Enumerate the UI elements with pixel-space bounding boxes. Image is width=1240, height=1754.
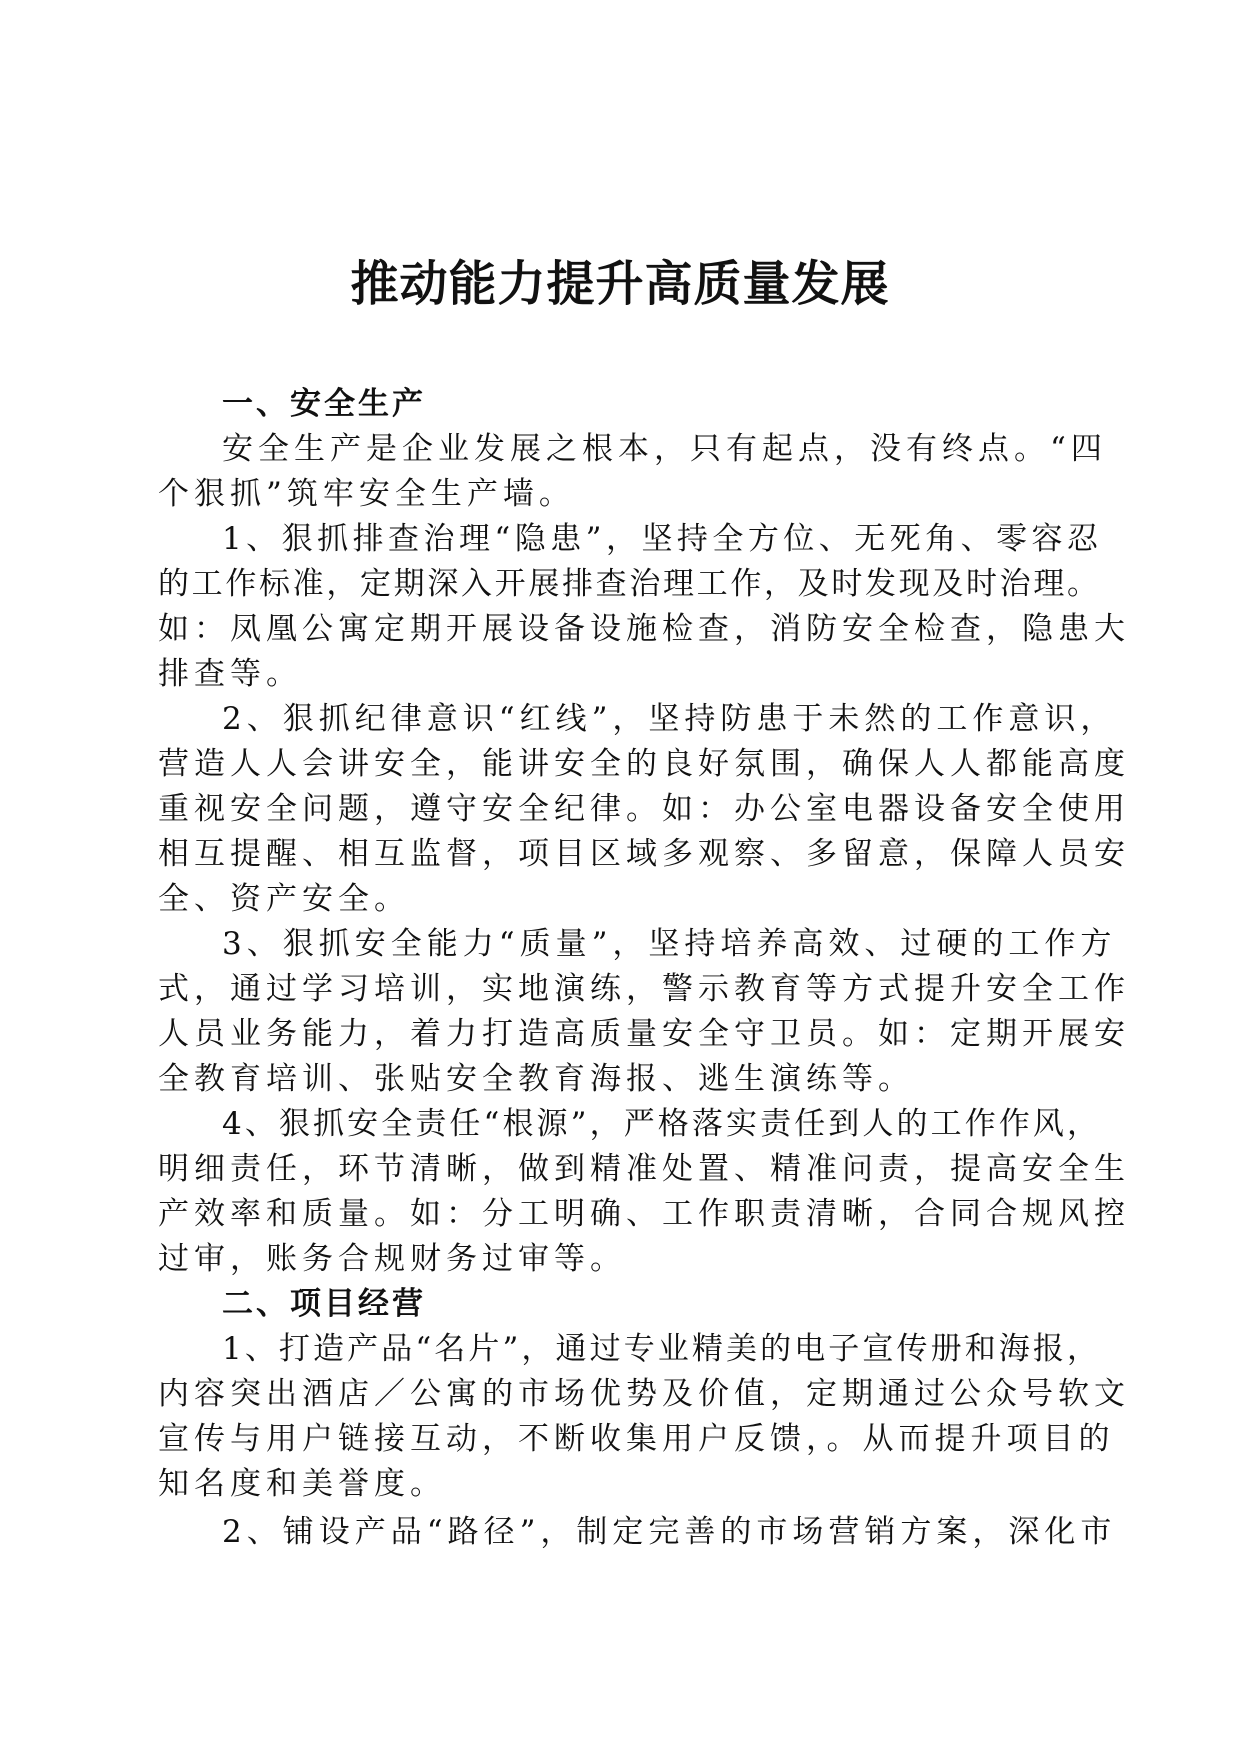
paragraph-line: 的工作标准，定期深入开展排查治理工作，及时发现及时治理。 bbox=[158, 566, 1098, 602]
paragraph-line: 过审，账务合规财务过审等。 bbox=[158, 1241, 626, 1277]
paragraph-line: 人员业务能力，着力打造高质量安全守卫员。如：定期开展安 bbox=[158, 1016, 1130, 1052]
paragraph-line: 3、狠抓安全能力“质量”，坚持培养高效、过硬的工作方 bbox=[222, 926, 1117, 962]
paragraph-line: 内容突出酒店／公寓的市场优势及价值，定期通过公众号软文 bbox=[158, 1376, 1130, 1412]
paragraph-line: 知名度和美誉度。 bbox=[158, 1466, 446, 1502]
document-title: 推动能力提升高质量发展 bbox=[350, 256, 890, 312]
paragraph-line: 重视安全问题，遵守安全纪律。如：办公室电器设备安全使用 bbox=[158, 791, 1130, 827]
paragraph-line: 营造人人会讲安全，能讲安全的良好氛围，确保人人都能高度 bbox=[158, 746, 1130, 782]
paragraph-line: 2、狠抓纪律意识“红线”，坚持防患于未然的工作意识， bbox=[222, 701, 1117, 737]
section-heading-safety: 一、安全生产 bbox=[222, 386, 426, 422]
paragraph-line: 式，通过学习培训，实地演练，警示教育等方式提升安全工作 bbox=[158, 971, 1130, 1007]
paragraph-line: 1、打造产品“名片”，通过专业精美的电子宣传册和海报， bbox=[222, 1331, 1098, 1367]
paragraph-line: 4、狠抓安全责任“根源”，严格落实责任到人的工作作风， bbox=[222, 1106, 1098, 1142]
paragraph-line: 排查等。 bbox=[158, 656, 302, 692]
paragraph-line: 个狠抓”筑牢安全生产墙。 bbox=[158, 476, 575, 512]
paragraph-line: 全、资产安全。 bbox=[158, 881, 410, 917]
paragraph-line: 宣传与用户链接互动，不断收集用户反馈，。从而提升项目的 bbox=[158, 1421, 1115, 1457]
paragraph-line: 明细责任，环节清晰，做到精准处置、精准问责，提高安全生 bbox=[158, 1151, 1130, 1187]
paragraph-line: 相互提醒、相互监督，项目区域多观察、多留意，保障人员安 bbox=[158, 836, 1130, 872]
paragraph-line: 产效率和质量。如：分工明确、工作职责清晰，合同合规风控 bbox=[158, 1196, 1130, 1232]
paragraph-line: 全教育培训、张贴安全教育海报、逃生演练等。 bbox=[158, 1061, 914, 1097]
paragraph-line: 安全生产是企业发展之根本，只有起点，没有终点。“四 bbox=[222, 431, 1107, 467]
section-heading-operations: 二、项目经营 bbox=[222, 1286, 426, 1322]
paragraph-line: 2、铺设产品“路径”，制定完善的市场营销方案，深化市 bbox=[222, 1514, 1117, 1550]
paragraph-line: 如：凤凰公寓定期开展设备设施检查，消防安全检查，隐患大 bbox=[158, 611, 1130, 647]
paragraph-line: 1、狠抓排查治理“隐患”，坚持全方位、无死角、零容忍 bbox=[222, 521, 1098, 557]
